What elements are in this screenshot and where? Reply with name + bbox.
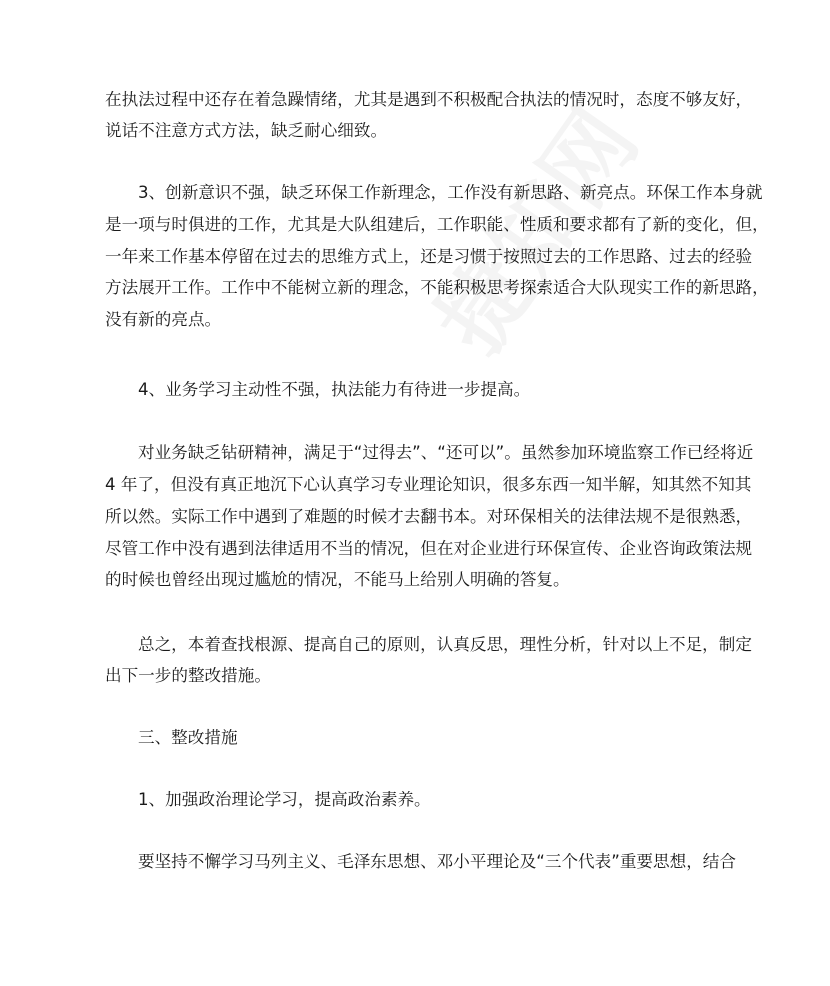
text-line: 要坚持不懈学习马列主义、毛泽东思想、邓小平理论及“三个代表”重要思想，结合 [138,852,736,871]
text-line: 是一项与时俱进的工作，尤其是大队组建后，工作职能、性质和要求都有了新的变化，但， [105,215,769,234]
text-line: 所以然。实际工作中遇到了难题的时候才去翻书本。对环保相关的法律法规不是很熟悉， [105,507,753,526]
text-line: 4 年了，但没有真正地沉下心认真学习专业理论知识，很多东西一知半解，知其然不知其 [105,475,752,494]
subsection-heading: 1、加强政治理论学习，提高政治素养。 [138,790,431,809]
text-line: 说话不注意方式方法，缺乏耐心细致。 [105,121,388,140]
text-line: 总之，本着查找根源、提高自己的原则，认真反思，理性分析，针对以上不足，制定 [138,635,752,654]
text-line: 的时候也曾经出现过尴尬的情况，不能马上给别人明确的答复。 [105,570,570,589]
text-line: 一年来工作基本停留在过去的思维方式上，还是习惯于按照过去的工作思路、过去的经验 [105,247,753,266]
text-line: 对业务缺乏钻研精神，满足于“过得去”、“还可以”。虽然参加环境监察工作已经将近 [138,443,754,462]
section-heading: 三、整改措施 [138,728,238,747]
text-line: 出下一步的整改措施。 [105,666,271,685]
text-line: 3、创新意识不强，缺乏环保工作新理念，工作没有新思路、新亮点。环保工作本身就 [138,183,763,202]
text-line: 没有新的亮点。 [105,310,222,329]
text-line: 方法展开工作。工作中不能树立新的理念，不能积极思考探索适合大队现实工作的新思路， [105,278,769,297]
section-heading: 4、业务学习主动性不强，执法能力有待进一步提高。 [138,380,531,399]
text-line: 尽管工作中没有遇到法律适用不当的情况，但在对企业进行环保宣传、企业咨询政策法规 [105,539,753,558]
text-line: 在执法过程中还存在着急躁情绪，尤其是遇到不积极配合执法的情况时，态度不够友好， [105,90,753,109]
